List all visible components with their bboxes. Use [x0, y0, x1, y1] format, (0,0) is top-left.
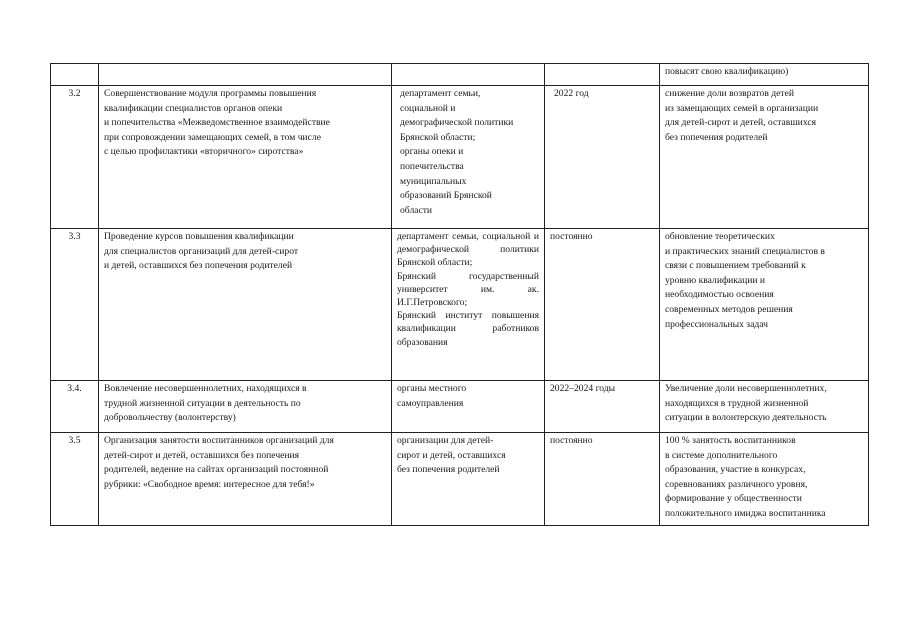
result-line: современных методов решения: [665, 303, 793, 315]
activity-cell: [99, 229, 392, 381]
result-line: необходимостью освоения: [665, 289, 774, 301]
row-number-cell: 3.3: [51, 229, 99, 381]
result-line: образования, участие в конкурсах,: [665, 464, 806, 476]
activity-line: родителей, ведение на сайтах организаций постоянной: [104, 464, 329, 476]
term-text: 2022 год: [554, 88, 589, 99]
table-row: [51, 86, 869, 229]
activity-line: добровольчеству (волонтерству): [104, 412, 236, 424]
result-line: формирование у общественности: [665, 493, 802, 505]
activity-line: для специалистов организаций для детей-сирот: [104, 245, 299, 257]
result-line: ситуации в волонтерскую деятельность: [665, 412, 827, 424]
row-number-cell: 3.4.: [51, 381, 99, 433]
result-line: уровню квалификации и: [665, 274, 766, 286]
executors-cell: [392, 86, 545, 229]
executor-line: без попечения родителей: [397, 464, 500, 476]
activity-cell: [99, 433, 392, 526]
term-cell: [545, 86, 660, 229]
result-line: и практических знаний специалистов в: [665, 245, 825, 257]
executor-line: Брянский государственный университет им. ак. И.Г.Петровского;: [397, 270, 539, 309]
executors-cell: [392, 229, 545, 381]
executor-line: департамент семьи,: [400, 88, 481, 99]
executor-line: попечительства: [400, 160, 464, 172]
activity-line: трудной жизненной ситуации в деятельность по: [104, 397, 301, 409]
table-row: [51, 229, 869, 381]
result-cell: [660, 86, 869, 229]
result-line: связи с повышением требований к: [665, 260, 806, 272]
activity-line: Вовлечение несовершеннолетних, находящихся в: [104, 383, 307, 394]
activity-line: при сопровождении замещающих семей, в том числе: [104, 131, 321, 143]
result-line: профессиональных задач: [665, 318, 768, 330]
row-number-cell: [51, 64, 99, 86]
activity-cell: [99, 64, 392, 86]
result-line: из замещающих семей в организации: [665, 102, 819, 114]
term-cell: [545, 229, 660, 381]
executor-line: образований Брянской: [400, 190, 492, 202]
executor-line: Брянской области;: [400, 131, 476, 143]
executor-line: Брянский институт повышения квалификации работников образования: [397, 310, 539, 348]
result-line: находящихся в трудной жизненной: [665, 397, 809, 409]
table-row: [51, 381, 869, 433]
activity-line: и попечительства «Межведомственное взаимодействие: [104, 117, 330, 129]
executor-line: демографической политики: [400, 117, 514, 129]
row-number-cell: 3.2: [51, 86, 99, 229]
executor-line: департамент семьи, социальной и демографической политики Брянской области;: [397, 231, 539, 269]
term-text: постоянно: [550, 231, 593, 242]
activities-table: [50, 63, 869, 526]
executors-cell: [392, 381, 545, 433]
activity-line: рубрики: «Свободное время: интересное для тебя!»: [104, 478, 315, 490]
term-cell: [545, 381, 660, 433]
result-cell: [660, 64, 869, 86]
result-cell: [660, 433, 869, 526]
table-row: [51, 64, 869, 86]
activity-cell: [99, 86, 392, 229]
executor-line: сирот и детей, оставшихся: [397, 449, 506, 461]
result-line: в системе дополнительного: [665, 449, 778, 461]
activity-line: Организация занятости воспитанников организаций для: [104, 435, 334, 446]
executor-line: органы местного: [397, 383, 467, 394]
table-row: [51, 433, 869, 526]
activity-cell: [99, 381, 392, 433]
result-line: для детей-сирот и детей, оставшихся: [665, 117, 817, 129]
result-line: без попечения родителей: [665, 131, 768, 143]
result-cell: [660, 381, 869, 433]
activity-line: Совершенствование модуля программы повышения: [104, 88, 317, 99]
term-cell: [545, 433, 660, 526]
executor-line: самоуправления: [397, 397, 464, 409]
term-cell: [545, 64, 660, 86]
activity-line: детей-сирот и детей, оставшихся без попечения: [104, 449, 300, 461]
executors-cell: [392, 433, 545, 526]
activity-line: с целью профилактики «вторичного» сиротства»: [104, 146, 304, 158]
executor-line: организации для детей-: [397, 435, 494, 446]
term-text: постоянно: [550, 435, 593, 446]
result-line: снижение доли возвратов детей: [665, 88, 794, 99]
activity-line: квалификации специалистов органов опеки: [104, 102, 283, 114]
executor-line: области: [400, 204, 433, 216]
result-line: 100 % занятость воспитанников: [665, 435, 796, 446]
result-line: соревнованиях различного уровня,: [665, 478, 808, 490]
term-text: 2022–2024 годы: [550, 383, 616, 394]
result-line: обновление теоретических: [665, 231, 775, 242]
result-line: повысят свою квалификацию): [665, 66, 789, 77]
executors-cell: [392, 64, 545, 86]
activity-line: и детей, оставшихся без попечения родителей: [104, 260, 293, 272]
result-line: Увеличение доли несовершеннолетних,: [665, 383, 827, 394]
activity-line: Проведение курсов повышения квалификации: [104, 231, 294, 242]
executor-line: социальной и: [400, 102, 456, 114]
executor-line: органы опеки и: [400, 146, 464, 158]
row-number-cell: 3.5: [51, 433, 99, 526]
result-line: положительного имиджа воспитанника: [665, 507, 826, 519]
executor-line: муниципальных: [400, 175, 467, 187]
result-cell: [660, 229, 869, 381]
